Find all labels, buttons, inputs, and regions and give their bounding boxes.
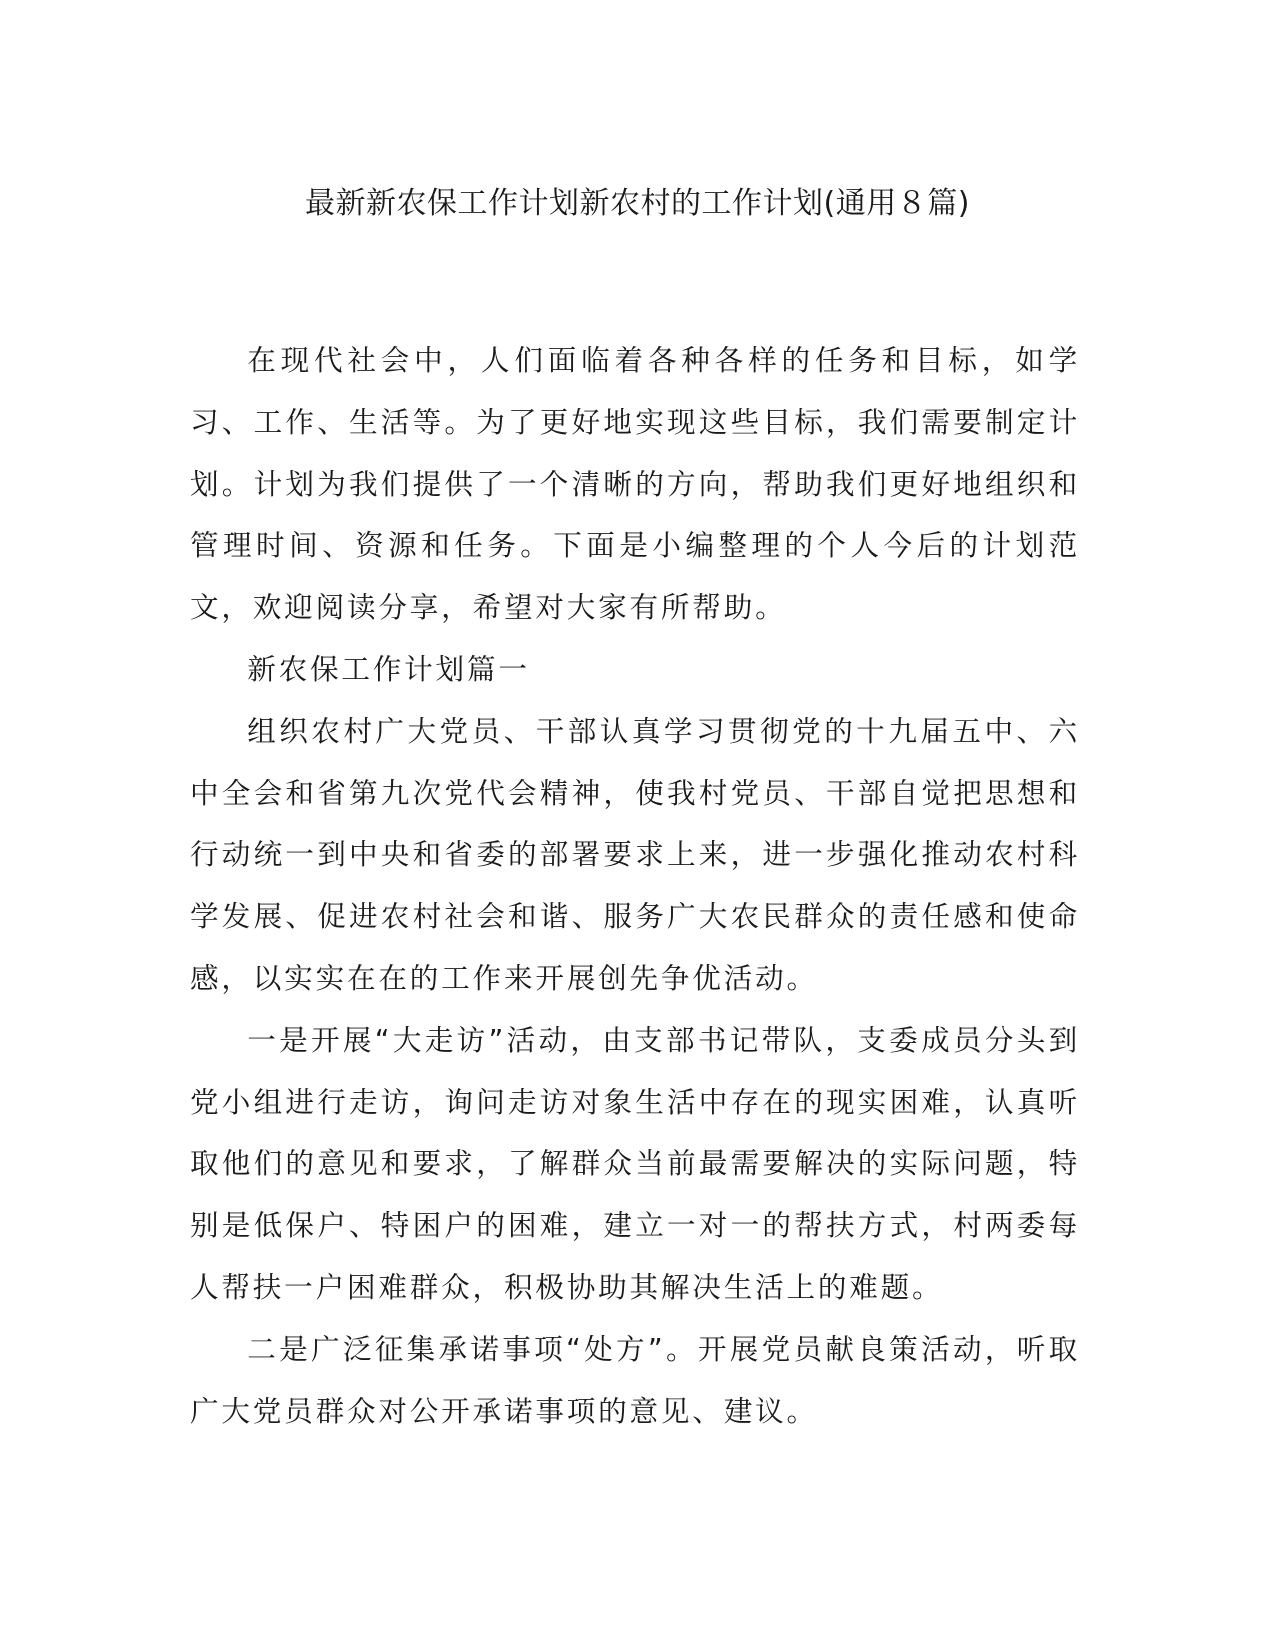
document-body [190,330,1080,1442]
body-paragraph: 组织农村广大党员、干部认真学习贯彻党的十九届五中、六中全会和省第九次党代会精神，使我村党员、干部自觉把思想和行动统一到中央和省委的部署要求上来，进一步强化推动农村科学发展、促进农村社会和谐、服务广大农民群众的责任感和使命感，以实实在在的工作来开展创先争优活动。 [190,713,1080,995]
body-paragraph: 二是广泛征集承诺事项“处方”。开展党员献良策活动，听取广大党员群众对公开承诺事项的意见、建议。 [190,1331,1080,1428]
section-heading: 新农保工作计划篇一 [247,651,530,686]
document-title: 最新新农保工作计划新农村的工作计划(通用８篇) [305,186,970,221]
body-paragraph: 一是开展“大走访”活动，由支部书记带队，支委成员分头到党小组进行走访，询问走访对象生活中存在的现实困难，认真听取他们的意见和要求，了解群众当前最需要解决的实际问题，特别是低保户、特困户的困难，建立一对一的帮扶方式，村两委每人帮扶一户困难群众，积极协助其解决生活上的难题。 [190,1022,1080,1304]
intro-paragraph: 在现代社会中，人们面临着各种各样的任务和目标，如学习、工作、生活等。为了更好地实现这些目标，我们需要制定计划。计划为我们提供了一个清晰的方向，帮助我们更好地组织和管理时间、资源和任务。下面是小编整理的个人今后的计划范文，欢迎阅读分享，希望对大家有所帮助。 [190,343,1080,625]
